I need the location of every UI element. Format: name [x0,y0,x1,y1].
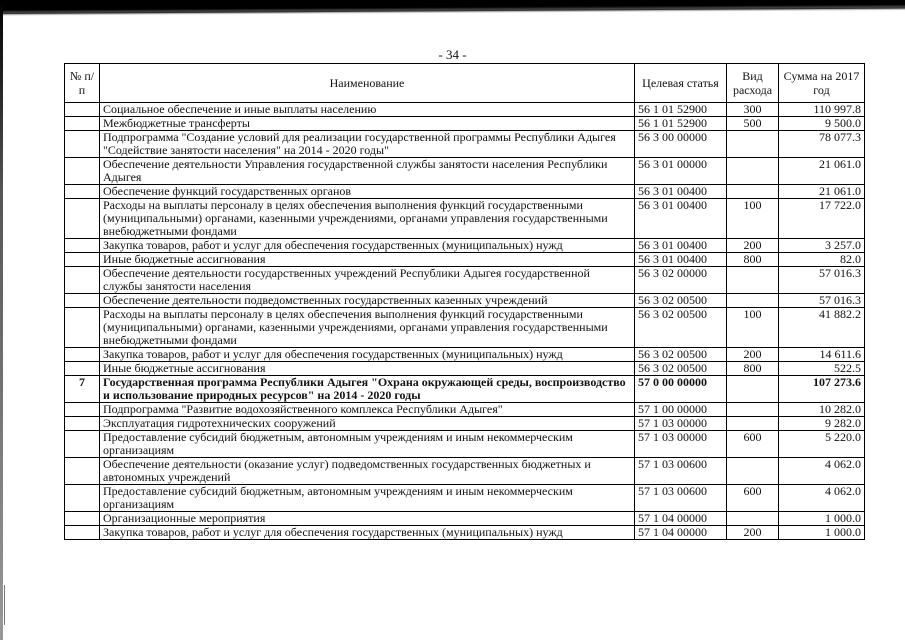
row-expense-kind-cell: 600 [727,431,779,458]
table-header-row [65,64,865,103]
table-row [65,239,865,253]
table-row [65,199,865,239]
row-number-cell [65,294,100,308]
table-row [65,485,865,512]
row-amount-cell: 9 500.0 [779,117,865,131]
row-target-article-cell: 56 3 00 00000 [635,131,727,158]
row-amount-cell: 21 061.0 [779,185,865,199]
row-expense-kind-cell: 200 [727,526,779,540]
row-number-cell [65,103,100,117]
row-name-cell: Государственная программа Республики Адыгея "Охрана окружающей среды, воспроизводство и использование природных ресурсов" на 2014 - 2020 годы [100,376,635,403]
row-name-cell: Организационные мероприятия [100,512,635,526]
row-number-cell [65,431,100,458]
table-body [65,103,865,540]
row-target-article-cell: 56 3 02 00500 [635,348,727,362]
header-target-article: Целевая статья [635,64,727,103]
table-row [65,158,865,185]
table-row [65,308,865,348]
row-amount-cell: 1 000.0 [779,512,865,526]
table-row [65,362,865,376]
scan-margin-mark [4,585,5,625]
row-name-cell: Расходы на выплаты персоналу в целях обеспечения выполнения функций государственными (муниципальными) органами, казенными учреждениями, органами управления государственными внебюджетными фондами [100,308,635,348]
row-name-cell: Предоставление субсидий бюджетным, автономным учреждениям и иным некоммерческим организациям [100,485,635,512]
row-expense-kind-cell: 500 [727,117,779,131]
row-expense-kind-cell [727,267,779,294]
row-number-cell [65,199,100,239]
row-amount-cell: 110 997.8 [779,103,865,117]
row-number-cell [65,348,100,362]
row-expense-kind-cell: 200 [727,348,779,362]
row-name-cell: Социальное обеспечение и иные выплаты населению [100,103,635,117]
header-amount-2017: Сумма на 2017 год [779,64,865,103]
row-target-article-cell: 56 1 01 52900 [635,103,727,117]
row-number-cell [65,417,100,431]
table-row [65,403,865,417]
row-expense-kind-cell: 100 [727,199,779,239]
row-expense-kind-cell: 600 [727,485,779,512]
row-target-article-cell: 57 1 04 00000 [635,512,727,526]
row-number-cell [65,267,100,294]
table-row [65,431,865,458]
row-name-cell: Иные бюджетные ассигнования [100,253,635,267]
row-number-cell [65,362,100,376]
row-amount-cell: 21 061.0 [779,158,865,185]
row-expense-kind-cell: 200 [727,239,779,253]
row-amount-cell: 522.5 [779,362,865,376]
table-row [65,348,865,362]
table-row [65,103,865,117]
row-name-cell: Обеспечение функций государственных органов [100,185,635,199]
row-expense-kind-cell: 800 [727,253,779,267]
row-amount-cell: 17 722.0 [779,199,865,239]
row-target-article-cell: 56 3 01 00000 [635,158,727,185]
row-name-cell: Обеспечение деятельности Управления государственной службы занятости населения Республики Адыгея [100,158,635,185]
table-row [65,253,865,267]
row-target-article-cell: 56 3 02 00500 [635,294,727,308]
header-name: Наименование [100,64,635,103]
row-target-article-cell: 57 1 03 00600 [635,485,727,512]
row-amount-cell: 78 077.3 [779,131,865,158]
row-name-cell: Обеспечение деятельности (оказание услуг) подведомственных государственных бюджетных и автономных учреждений [100,458,635,485]
row-number-cell [65,239,100,253]
row-name-cell: Иные бюджетные ассигнования [100,362,635,376]
row-target-article-cell: 56 1 01 52900 [635,117,727,131]
row-name-cell: Расходы на выплаты персоналу в целях обеспечения выполнения функций государственными (муниципальными) органами, казенными учреждениями, органами управления государственными внебюджетными фондами [100,199,635,239]
row-expense-kind-cell [727,185,779,199]
page-number: - 34 - [438,47,467,62]
row-amount-cell: 4 062.0 [779,485,865,512]
row-name-cell: Закупка товаров, работ и услуг для обеспечения государственных (муниципальных) нужд [100,239,635,253]
row-amount-cell: 1 000.0 [779,526,865,540]
row-name-cell: Обеспечение деятельности подведомственных государственных казенных учреждений [100,294,635,308]
row-target-article-cell: 56 3 01 00400 [635,185,727,199]
row-amount-cell: 57 016.3 [779,294,865,308]
row-number-cell: 7 [65,376,100,403]
row-number-cell [65,403,100,417]
row-target-article-cell: 57 1 00 00000 [635,403,727,417]
row-expense-kind-cell [727,417,779,431]
row-target-article-cell: 57 0 00 00000 [635,376,727,403]
row-amount-cell: 14 611.6 [779,348,865,362]
table-row [65,185,865,199]
row-amount-cell: 4 062.0 [779,458,865,485]
row-name-cell: Предоставление субсидий бюджетным, автономным учреждениям и иным некоммерческим организациям [100,431,635,458]
row-number-cell [65,158,100,185]
row-amount-cell: 41 882.2 [779,308,865,348]
row-amount-cell: 57 016.3 [779,267,865,294]
row-expense-kind-cell [727,376,779,403]
row-target-article-cell: 56 3 02 00500 [635,308,727,348]
row-expense-kind-cell: 100 [727,308,779,348]
row-amount-cell: 107 273.6 [779,376,865,403]
row-name-cell: Подпрограмма "Создание условий для реализации государственной программы Республики Адыгея "Содействие занятости населения" на 2014 - 2020 годы" [100,131,635,158]
row-amount-cell: 5 220.0 [779,431,865,458]
table-row [65,417,865,431]
table-row [65,512,865,526]
row-expense-kind-cell [727,403,779,417]
row-number-cell [65,185,100,199]
row-expense-kind-cell [727,512,779,526]
row-expense-kind-cell [727,158,779,185]
row-number-cell [65,485,100,512]
row-number-cell [65,512,100,526]
scan-top-edge [0,0,905,14]
header-expense-kind: Вид расхода [727,64,779,103]
row-number-cell [65,131,100,158]
row-name-cell: Подпрограмма "Развитие водохозяйственного комплекса Республики Адыгея" [100,403,635,417]
row-expense-kind-cell [727,458,779,485]
row-name-cell: Эксплуатация гидротехнических сооружений [100,417,635,431]
row-expense-kind-cell: 300 [727,103,779,117]
row-name-cell: Закупка товаров, работ и услуг для обеспечения государственных (муниципальных) нужд [100,348,635,362]
row-amount-cell: 10 282.0 [779,403,865,417]
row-target-article-cell: 56 3 01 00400 [635,199,727,239]
row-target-article-cell: 57 1 03 00000 [635,417,727,431]
header-number: № п/п [65,64,100,103]
table-row [65,526,865,540]
row-number-cell [65,526,100,540]
row-expense-kind-cell [727,294,779,308]
row-target-article-cell: 56 3 02 00500 [635,362,727,376]
row-target-article-cell: 56 3 01 00400 [635,253,727,267]
row-amount-cell: 3 257.0 [779,239,865,253]
row-amount-cell: 9 282.0 [779,417,865,431]
scan-left-edge [0,0,3,640]
row-number-cell [65,458,100,485]
budget-table [64,63,865,540]
table-row [65,117,865,131]
table-row [65,376,865,403]
row-target-article-cell: 57 1 04 00000 [635,526,727,540]
row-expense-kind-cell: 800 [727,362,779,376]
row-number-cell [65,308,100,348]
row-target-article-cell: 56 3 01 00400 [635,239,727,253]
row-target-article-cell: 57 1 03 00000 [635,431,727,458]
row-name-cell: Межбюджетные трансферты [100,117,635,131]
table-row [65,294,865,308]
row-expense-kind-cell [727,131,779,158]
row-target-article-cell: 56 3 02 00000 [635,267,727,294]
row-number-cell [65,117,100,131]
row-name-cell: Закупка товаров, работ и услуг для обеспечения государственных (муниципальных) нужд [100,526,635,540]
row-target-article-cell: 57 1 03 00600 [635,458,727,485]
row-number-cell [65,253,100,267]
table-row [65,267,865,294]
row-name-cell: Обеспечение деятельности государственных учреждений Республики Адыгея государственной службы занятости населения [100,267,635,294]
row-amount-cell: 82.0 [779,253,865,267]
table-row [65,131,865,158]
table-row [65,458,865,485]
